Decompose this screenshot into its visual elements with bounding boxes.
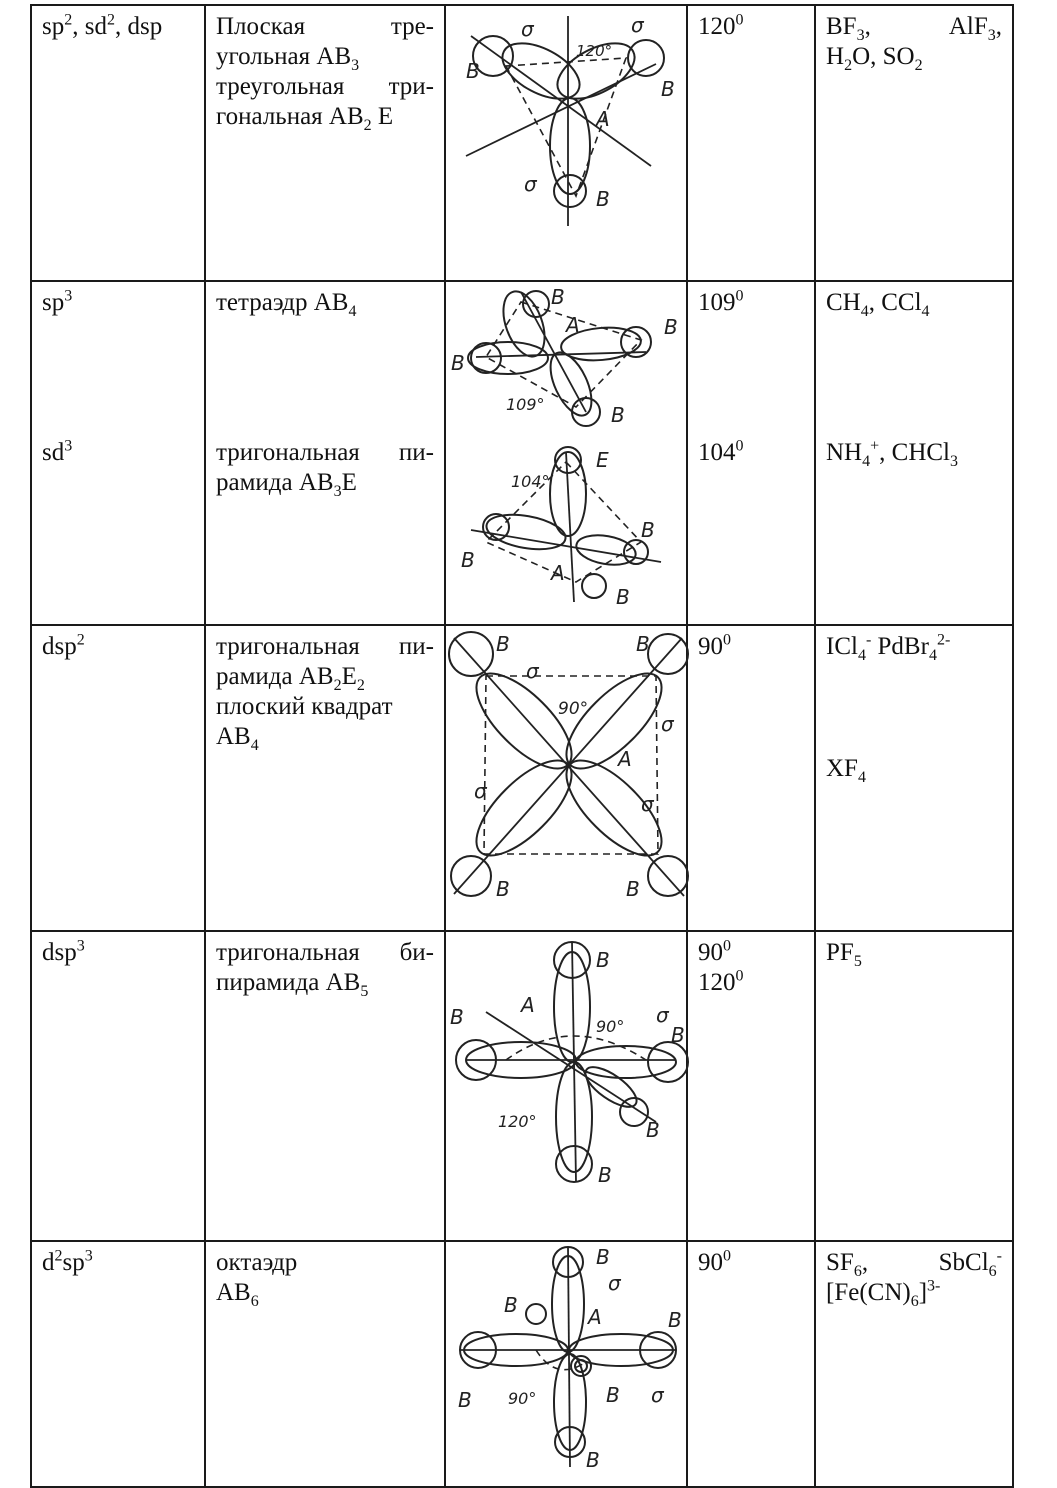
svg-text:A: A bbox=[618, 747, 632, 771]
table-row bbox=[31, 931, 1013, 1241]
svg-text:B: B bbox=[496, 877, 510, 901]
svg-text:B: B bbox=[551, 285, 565, 309]
svg-text:σ: σ bbox=[524, 172, 537, 196]
diagram-cell bbox=[445, 931, 687, 1241]
svg-text:B: B bbox=[596, 187, 610, 211]
trigonal-bipyramid-diagram bbox=[446, 932, 690, 1232]
hybridization-cell: $d^2sp^3$ bbox=[31, 1241, 205, 1487]
svg-text:120°: 120° bbox=[576, 42, 613, 60]
text-line: $BF_3$, AlF$_3$, bbox=[826, 13, 1002, 44]
table-row bbox=[31, 281, 1013, 625]
table-row bbox=[31, 1241, 1013, 1487]
examples-cell: $CH_4$, CCl$_4$ $NH_4^+$, CHCl$_3$ bbox=[815, 281, 1013, 625]
geometry-cell bbox=[205, 5, 445, 281]
svg-text:B: B bbox=[458, 1388, 472, 1412]
geometry-cell: тригональная пи- рамида $AB_2E_2$ плоский квадрат $AB_4$ bbox=[205, 625, 445, 931]
svg-text:109°: 109° bbox=[506, 395, 545, 414]
svg-text:σ: σ bbox=[651, 1383, 664, 1407]
examples-cell bbox=[815, 5, 1013, 281]
hybridization-table bbox=[30, 4, 1014, 1488]
svg-text:σ: σ bbox=[474, 779, 487, 803]
svg-text:B: B bbox=[461, 548, 475, 572]
svg-text:σ: σ bbox=[521, 17, 534, 41]
geometry-cell: тригональная би- пирамида $AB_5$ bbox=[205, 931, 445, 1241]
svg-text:B: B bbox=[611, 403, 625, 427]
svg-text:B: B bbox=[450, 1005, 464, 1029]
svg-text:A: A bbox=[596, 107, 610, 131]
hybridization-cell: $sp^2$, $sd^2$, dsp bbox=[31, 5, 205, 281]
examples-cell: $PF_5$ bbox=[815, 931, 1013, 1241]
examples-cell: ICl$_4$- PdBr$_4^{2-}$ $XF_4$ bbox=[815, 625, 1013, 931]
svg-text:90°: 90° bbox=[596, 1017, 625, 1036]
table-row bbox=[31, 5, 1013, 281]
svg-text:E: E bbox=[596, 448, 609, 472]
svg-text:A: A bbox=[521, 993, 535, 1017]
angle-cell: $90^0$ bbox=[687, 1241, 815, 1487]
angle-cell: $120^0$ bbox=[687, 5, 815, 281]
text-line: угольная $AB_3$ bbox=[216, 43, 360, 74]
svg-text:B: B bbox=[646, 1118, 660, 1142]
svg-text:90°: 90° bbox=[558, 699, 589, 719]
octahedral-diagram bbox=[446, 1242, 690, 1478]
tetrahedral-diagram bbox=[446, 282, 690, 616]
svg-text:B: B bbox=[504, 1293, 518, 1317]
svg-text:σ: σ bbox=[526, 659, 539, 683]
text-line: гональная $AB_2$ E bbox=[216, 103, 394, 134]
svg-text:A: A bbox=[566, 313, 580, 337]
square-planar-diagram bbox=[446, 626, 690, 922]
examples-cell: $SF_6$, SbCl$_6$- $[Fe(CN)_6]^{3-}$ bbox=[815, 1241, 1013, 1487]
svg-text:B: B bbox=[671, 1023, 685, 1047]
svg-text:B: B bbox=[596, 948, 610, 972]
text-line: Плоская тре- bbox=[216, 13, 434, 40]
angle-cell: $109^0$ $104^0$ bbox=[687, 281, 815, 625]
svg-text:B: B bbox=[596, 1245, 610, 1269]
svg-text:σ: σ bbox=[656, 1003, 669, 1027]
svg-text:A: A bbox=[551, 561, 565, 585]
svg-text:σ: σ bbox=[661, 712, 674, 736]
svg-text:σ: σ bbox=[608, 1271, 621, 1295]
geometry-cell: октаэдр $AB_6$ bbox=[205, 1241, 445, 1487]
svg-text:B: B bbox=[668, 1308, 682, 1332]
svg-text:B: B bbox=[586, 1448, 600, 1472]
diagram-cell bbox=[445, 625, 687, 931]
diagram-cell bbox=[445, 281, 687, 625]
svg-text:B: B bbox=[661, 77, 675, 101]
geometry-cell: тетраэдр $AB_4$ тригональная пи- рамида $AB_3E$ bbox=[205, 281, 445, 625]
svg-text:A: A bbox=[588, 1305, 602, 1329]
svg-text:B: B bbox=[664, 315, 678, 339]
svg-text:B: B bbox=[598, 1163, 612, 1187]
hybridization-cell: $sp^3$ $sd^3$ bbox=[31, 281, 205, 625]
svg-text:104°: 104° bbox=[511, 472, 550, 491]
text-line: треугольная три- bbox=[216, 73, 434, 100]
svg-text:σ: σ bbox=[641, 792, 654, 816]
svg-text:σ: σ bbox=[631, 13, 644, 37]
svg-text:B: B bbox=[451, 351, 465, 375]
angle-cell: $90^0$ $120^0$ bbox=[687, 931, 815, 1241]
hybridization-cell: dsp$^2$ bbox=[31, 625, 205, 931]
svg-text:B: B bbox=[466, 59, 480, 83]
svg-text:B: B bbox=[616, 585, 630, 609]
trigonal-planar-diagram bbox=[446, 6, 690, 272]
svg-text:B: B bbox=[641, 518, 655, 542]
text-line: $H_2O$, $SO_2$ bbox=[826, 43, 923, 74]
svg-text:90°: 90° bbox=[508, 1389, 537, 1408]
svg-text:B: B bbox=[626, 877, 640, 901]
svg-text:B: B bbox=[606, 1383, 620, 1407]
angle-cell: $90^0$ bbox=[687, 625, 815, 931]
svg-text:B: B bbox=[636, 632, 650, 656]
table-row bbox=[31, 625, 1013, 931]
svg-text:B: B bbox=[496, 632, 510, 656]
diagram-cell bbox=[445, 5, 687, 281]
svg-text:120°: 120° bbox=[498, 1112, 537, 1131]
diagram-cell bbox=[445, 1241, 687, 1487]
hybridization-cell: dsp$^3$ bbox=[31, 931, 205, 1241]
